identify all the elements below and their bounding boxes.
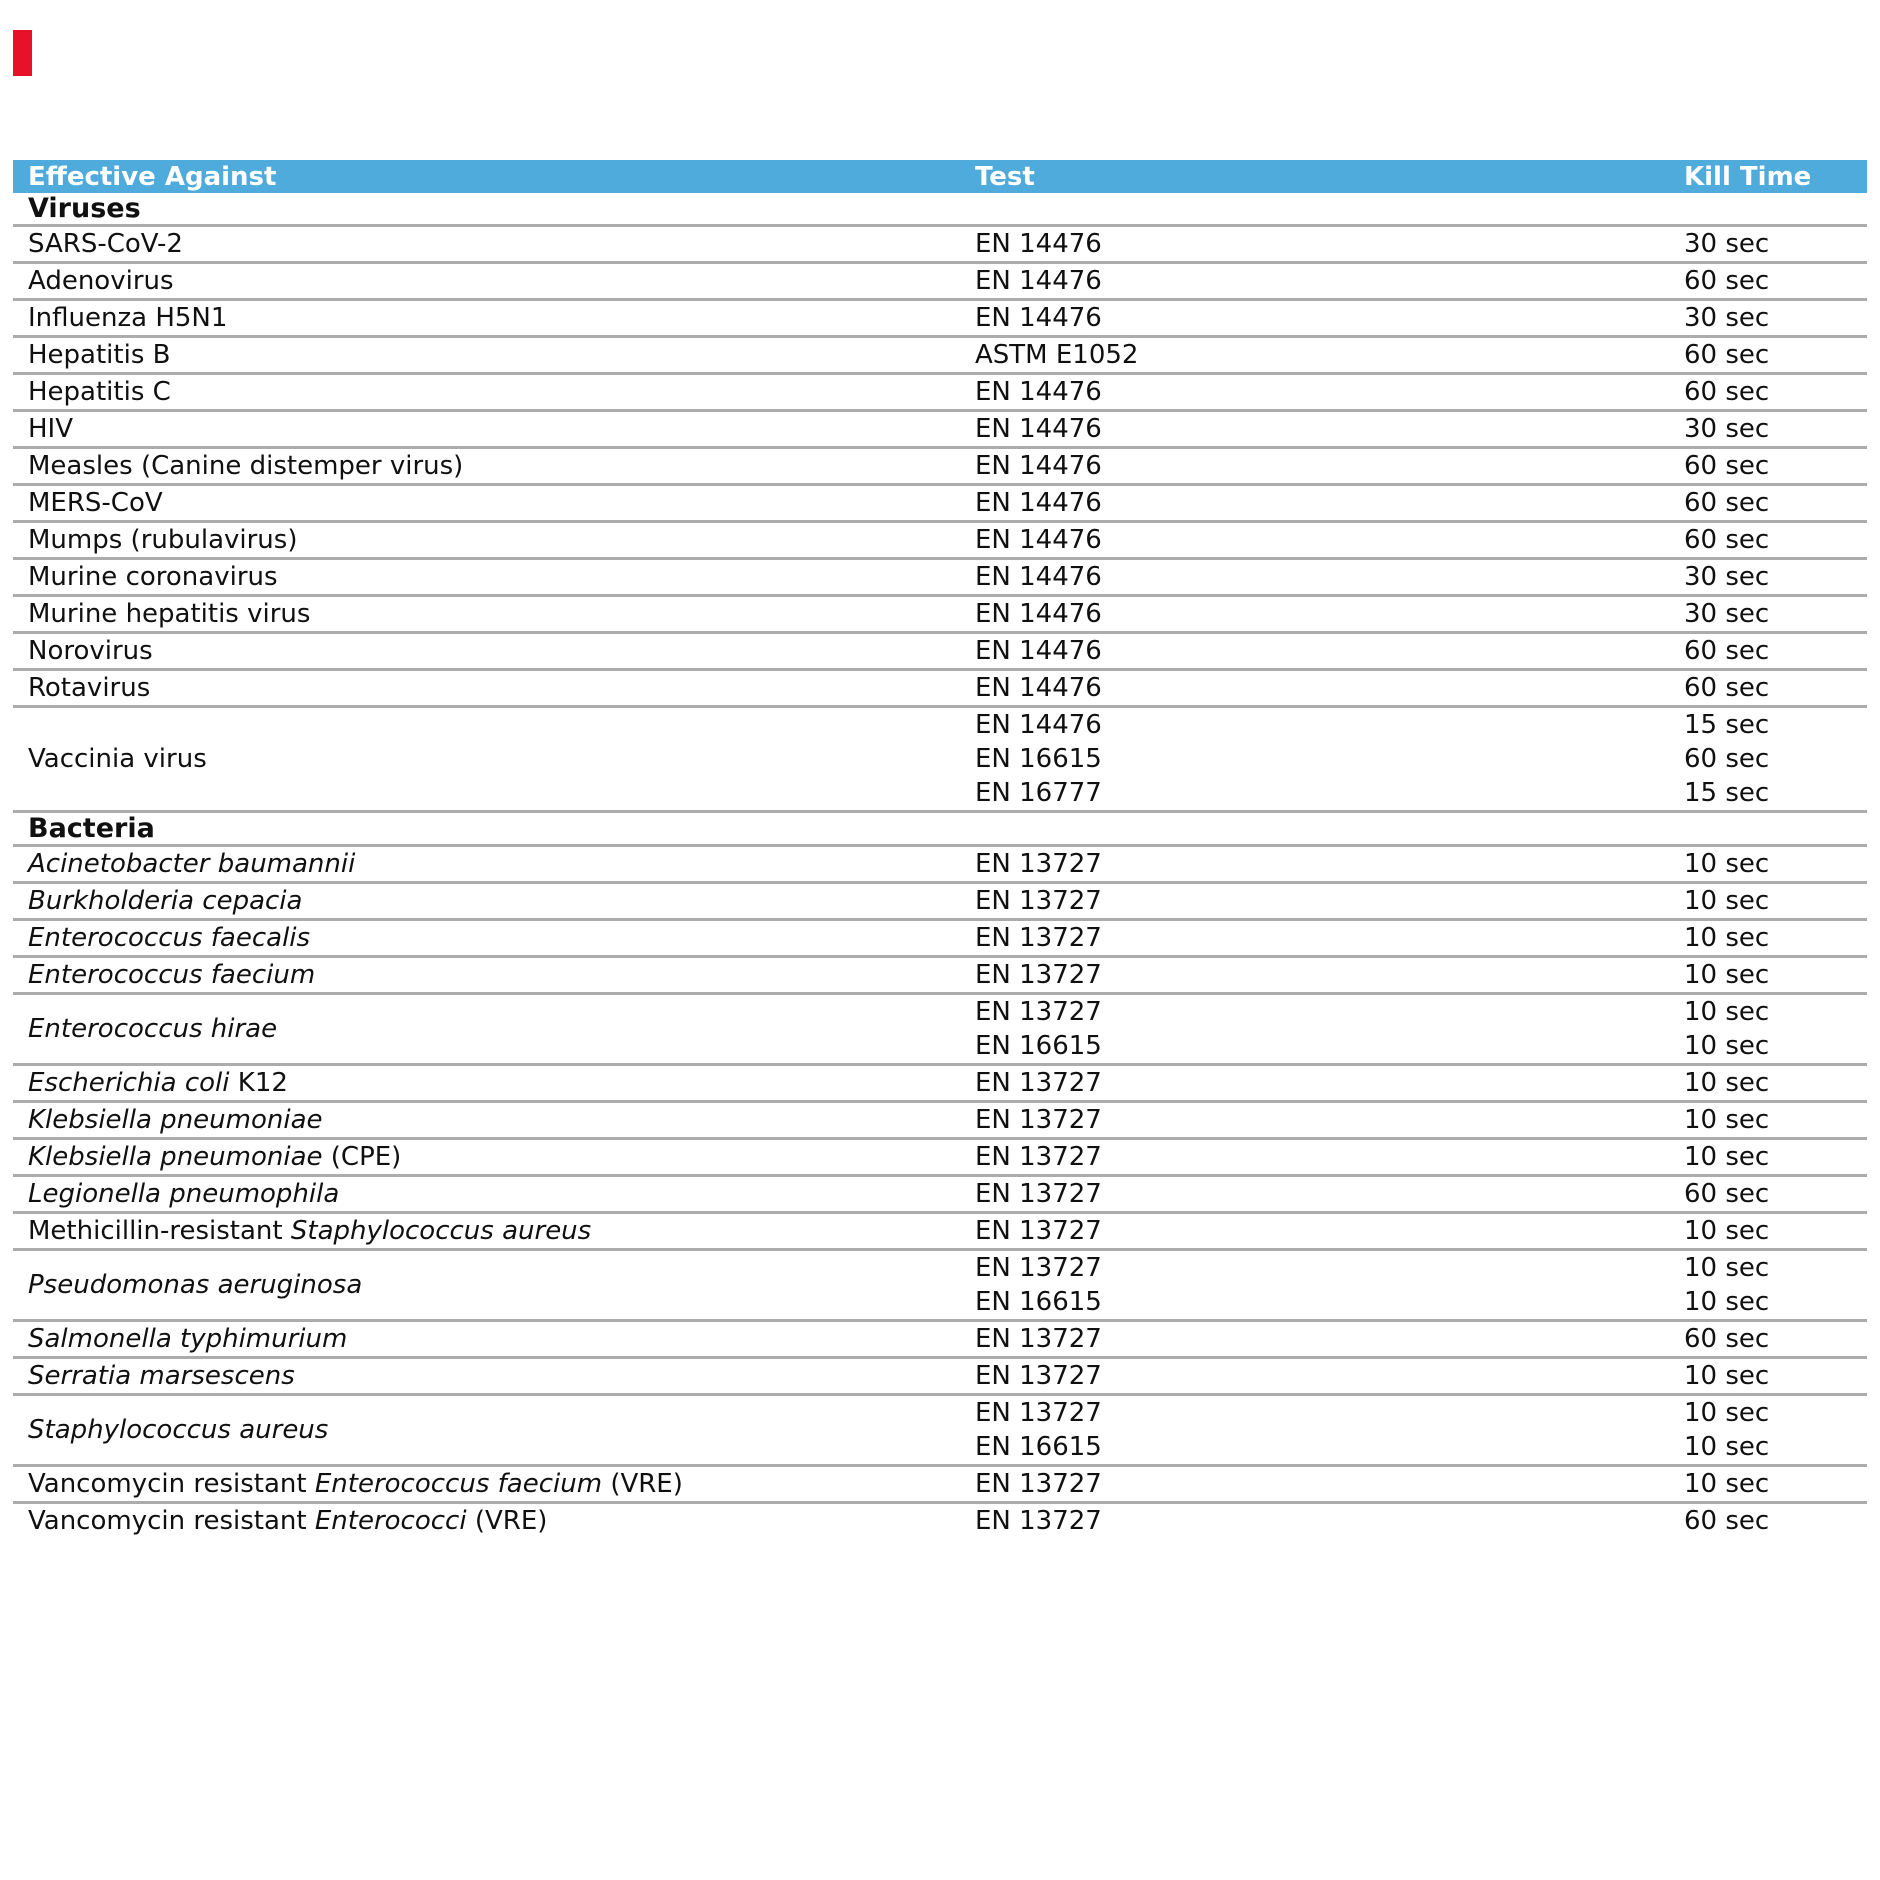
organism-name: [13, 921, 975, 955]
organism-name: [13, 1359, 975, 1393]
organism-name-segment: Murine coronavirus: [28, 561, 278, 592]
organism-name: [13, 449, 975, 483]
test-standard: EN 13727: [975, 1361, 1102, 1391]
test-time-row: [975, 742, 1867, 776]
organism-name: [13, 1504, 975, 1538]
table-header-row: [13, 160, 1867, 193]
table-row: [13, 1214, 1867, 1251]
organism-name: [13, 1322, 975, 1356]
organism-name: [13, 1140, 975, 1174]
test-time-row: [975, 523, 1867, 557]
table-row: [13, 634, 1867, 671]
organism-name: [13, 1251, 975, 1319]
test-time-row: [975, 1177, 1867, 1211]
table-body: [13, 193, 1867, 1538]
table-row: [13, 449, 1867, 486]
test-time-row: [975, 1285, 1867, 1319]
kill-time: 10 sec: [1684, 923, 1770, 953]
organism-name-italic-segment: Klebsiella pneumoniae: [28, 1141, 323, 1172]
test-time-row: [975, 847, 1867, 881]
kill-time: 10 sec: [1684, 849, 1770, 879]
test-time-group: [975, 884, 1867, 918]
test-time-row: [975, 375, 1867, 409]
organism-name-italic-segment: Pseudomonas aeruginosa: [28, 1269, 363, 1300]
test-time-row: [975, 1359, 1867, 1393]
section-header-viruses: Viruses: [13, 193, 1867, 227]
organism-name: [13, 597, 975, 631]
test-time-group: [975, 995, 1867, 1063]
test-time-row: [975, 597, 1867, 631]
kill-time: 60 sec: [1684, 636, 1770, 666]
section-header-bacteria: Bacteria: [13, 813, 1867, 847]
kill-time: 10 sec: [1684, 1469, 1770, 1499]
test-standard: EN 14476: [975, 377, 1102, 407]
test-time-row: [975, 708, 1867, 742]
table-row: [13, 486, 1867, 523]
kill-time: 10 sec: [1684, 1253, 1770, 1283]
red-marker: [13, 30, 32, 76]
test-time-group: [975, 227, 1867, 261]
organism-name-italic-segment: Burkholderia cepacia: [28, 885, 303, 916]
organism-name: [13, 301, 975, 335]
test-time-row: [975, 338, 1867, 372]
organism-name-segment: Measles (Canine distemper virus): [28, 450, 464, 481]
kill-time: 10 sec: [1684, 1216, 1770, 1246]
test-standard: EN 14476: [975, 562, 1102, 592]
kill-time: 10 sec: [1684, 1105, 1770, 1135]
test-time-group: [975, 1214, 1867, 1248]
organism-name: [13, 486, 975, 520]
test-time-group: [975, 847, 1867, 881]
test-time-group: [975, 1467, 1867, 1501]
organism-name: [13, 338, 975, 372]
kill-time: 60 sec: [1684, 673, 1770, 703]
test-time-group: [975, 1359, 1867, 1393]
test-time-row: [975, 1322, 1867, 1356]
test-time-row: [975, 227, 1867, 261]
table-row: [13, 847, 1867, 884]
test-standard: EN 14476: [975, 303, 1102, 333]
test-time-row: [975, 1467, 1867, 1501]
kill-time: 10 sec: [1684, 886, 1770, 916]
organism-name-segment: SARS-CoV-2: [28, 228, 183, 259]
column-header-test: Test: [975, 161, 1035, 192]
organism-name: [13, 1066, 975, 1100]
kill-time: 15 sec: [1684, 710, 1770, 740]
test-standard: EN 14476: [975, 636, 1102, 666]
kill-time: 60 sec: [1684, 744, 1770, 774]
table-row: [13, 523, 1867, 560]
organism-name-segment: Mumps (rubulavirus): [28, 524, 298, 555]
test-standard: EN 13727: [975, 960, 1102, 990]
test-time-group: [975, 523, 1867, 557]
test-time-group: [975, 486, 1867, 520]
table-row: [13, 1251, 1867, 1322]
organism-name-italic-segment: Salmonella typhimurium: [28, 1323, 348, 1354]
kill-time: 60 sec: [1684, 340, 1770, 370]
test-time-row: [975, 1504, 1867, 1538]
table-row: [13, 1504, 1867, 1538]
organism-name-segment: K12: [229, 1067, 288, 1098]
test-time-row: [975, 995, 1867, 1029]
test-standard: EN 13727: [975, 1398, 1102, 1428]
test-standard: EN 16777: [975, 778, 1102, 808]
test-standard: EN 13727: [975, 1105, 1102, 1135]
kill-time: 60 sec: [1684, 1324, 1770, 1354]
kill-time: 60 sec: [1684, 525, 1770, 555]
organism-name: [13, 995, 975, 1063]
organism-name-italic-segment: Enterococcus hirae: [28, 1013, 278, 1044]
kill-time: 10 sec: [1684, 1398, 1770, 1428]
test-standard: EN 13727: [975, 849, 1102, 879]
test-standard: EN 14476: [975, 451, 1102, 481]
test-time-row: [975, 1430, 1867, 1464]
test-time-group: [975, 1504, 1867, 1538]
test-standard: EN 14476: [975, 488, 1102, 518]
test-standard: EN 14476: [975, 266, 1102, 296]
kill-time: 30 sec: [1684, 303, 1770, 333]
test-time-row: [975, 1066, 1867, 1100]
test-time-row: [975, 560, 1867, 594]
test-time-group: [975, 1177, 1867, 1211]
test-standard: EN 13727: [975, 923, 1102, 953]
kill-time: 10 sec: [1684, 1432, 1770, 1462]
test-standard: ASTM E1052: [975, 340, 1139, 370]
test-standard: EN 14476: [975, 599, 1102, 629]
kill-time: 60 sec: [1684, 451, 1770, 481]
table-row: [13, 1066, 1867, 1103]
organism-name-italic-segment: Serratia marsescens: [28, 1360, 295, 1391]
table-row: [13, 375, 1867, 412]
organism-name: [13, 264, 975, 298]
table-row: [13, 264, 1867, 301]
organism-name: [13, 412, 975, 446]
test-time-group: [975, 1103, 1867, 1137]
column-header-effective-against: Effective Against: [28, 161, 277, 192]
test-time-row: [975, 921, 1867, 955]
table-row: [13, 1103, 1867, 1140]
test-standard: EN 13727: [975, 1253, 1102, 1283]
test-time-row: [975, 1029, 1867, 1063]
test-standard: EN 13727: [975, 886, 1102, 916]
organism-name-segment: Vancomycin resistant: [28, 1468, 315, 1499]
test-standard: EN 13727: [975, 1506, 1102, 1536]
organism-name: [13, 847, 975, 881]
test-standard: EN 14476: [975, 229, 1102, 259]
table-row: [13, 597, 1867, 634]
kill-time: 30 sec: [1684, 414, 1770, 444]
test-time-group: [975, 958, 1867, 992]
test-standard: EN 14476: [975, 414, 1102, 444]
table-row: [13, 708, 1867, 813]
test-standard: EN 14476: [975, 710, 1102, 740]
kill-time: 30 sec: [1684, 229, 1770, 259]
organism-name: [13, 227, 975, 261]
organism-name-segment: Vancomycin resistant: [28, 1505, 315, 1536]
table-row: [13, 1322, 1867, 1359]
test-standard: EN 13727: [975, 1068, 1102, 1098]
organism-name: [13, 1103, 975, 1137]
kill-time: 10 sec: [1684, 1361, 1770, 1391]
table-row: [13, 301, 1867, 338]
test-standard: EN 16615: [975, 744, 1102, 774]
test-time-group: [975, 634, 1867, 668]
organism-name-italic-segment: Acinetobacter baumannii: [28, 848, 356, 879]
organism-name-segment: (VRE): [602, 1468, 683, 1499]
organism-name: [13, 708, 975, 810]
test-time-group: [975, 1140, 1867, 1174]
test-standard: EN 14476: [975, 673, 1102, 703]
organism-name-italic-segment: Enterococcus faecium: [314, 1468, 603, 1499]
test-time-group: [975, 597, 1867, 631]
organism-name-italic-segment: Enterococci: [314, 1505, 467, 1536]
organism-name-segment: (CPE): [322, 1141, 402, 1172]
test-standard: EN 13727: [975, 1324, 1102, 1354]
test-time-group: [975, 412, 1867, 446]
test-time-group: [975, 264, 1867, 298]
kill-time: 10 sec: [1684, 1068, 1770, 1098]
organism-name: [13, 560, 975, 594]
test-time-row: [975, 449, 1867, 483]
organism-name-segment: MERS-CoV: [28, 487, 163, 518]
test-time-group: [975, 1066, 1867, 1100]
organism-name: [13, 1467, 975, 1501]
test-standard: EN 13727: [975, 997, 1102, 1027]
kill-time: 10 sec: [1684, 1031, 1770, 1061]
kill-time: 60 sec: [1684, 266, 1770, 296]
test-time-row: [975, 1214, 1867, 1248]
organism-name-segment: Influenza H5N1: [28, 302, 228, 333]
table-row: [13, 921, 1867, 958]
table-row: [13, 995, 1867, 1066]
organism-name-segment: HIV: [28, 413, 74, 444]
organism-name-italic-segment: Staphylococcus aureus: [290, 1215, 592, 1246]
test-time-row: [975, 412, 1867, 446]
column-header-kill-time: Kill Time: [1684, 161, 1812, 192]
organism-name: [13, 884, 975, 918]
kill-time: 30 sec: [1684, 599, 1770, 629]
organism-name-italic-segment: Enterococcus faecium: [28, 959, 316, 990]
test-time-group: [975, 301, 1867, 335]
kill-time: 10 sec: [1684, 1142, 1770, 1172]
kill-time: 15 sec: [1684, 778, 1770, 808]
test-time-row: [975, 671, 1867, 705]
organism-name-segment: Hepatitis B: [28, 339, 171, 370]
table-row: [13, 338, 1867, 375]
organism-name-segment: Adenovirus: [28, 265, 174, 296]
kill-time: 60 sec: [1684, 1506, 1770, 1536]
organism-name-segment: (VRE): [466, 1505, 548, 1536]
organism-name-segment: Murine hepatitis virus: [28, 598, 311, 629]
test-standard: EN 13727: [975, 1142, 1102, 1172]
organism-name: [13, 1396, 975, 1464]
test-time-row: [975, 1396, 1867, 1430]
test-standard: EN 16615: [975, 1432, 1102, 1462]
table-row: [13, 1177, 1867, 1214]
kill-time: 10 sec: [1684, 960, 1770, 990]
test-standard: EN 13727: [975, 1216, 1102, 1246]
test-time-row: [975, 1140, 1867, 1174]
organism-name: [13, 1214, 975, 1248]
organism-name-italic-segment: Staphylococcus aureus: [28, 1414, 329, 1445]
table-row: [13, 1467, 1867, 1504]
organism-name-segment: Methicillin-resistant: [28, 1215, 291, 1246]
test-time-group: [975, 560, 1867, 594]
test-time-row: [975, 634, 1867, 668]
organism-name-segment: Vaccinia virus: [28, 743, 207, 774]
organism-name: [13, 1177, 975, 1211]
organism-name-italic-segment: Escherichia coli: [28, 1067, 230, 1098]
test-time-group: [975, 671, 1867, 705]
test-time-row: [975, 486, 1867, 520]
test-standard: EN 14476: [975, 525, 1102, 555]
table-row: [13, 560, 1867, 597]
organism-name-italic-segment: Enterococcus faecalis: [28, 922, 311, 953]
table-row: [13, 227, 1867, 264]
organism-name-segment: Norovirus: [28, 635, 153, 666]
organism-name: [13, 375, 975, 409]
test-standard: EN 16615: [975, 1287, 1102, 1317]
organism-name: [13, 671, 975, 705]
kill-time: 60 sec: [1684, 488, 1770, 518]
kill-time: 60 sec: [1684, 377, 1770, 407]
test-time-group: [975, 1396, 1867, 1464]
test-time-group: [975, 1251, 1867, 1319]
table-row: [13, 1140, 1867, 1177]
table-row: [13, 671, 1867, 708]
test-standard: EN 13727: [975, 1179, 1102, 1209]
organism-name-segment: Hepatitis C: [28, 376, 171, 407]
test-time-row: [975, 301, 1867, 335]
test-time-group: [975, 375, 1867, 409]
table-row: [13, 1359, 1867, 1396]
table-row: [13, 1396, 1867, 1467]
table-row: [13, 412, 1867, 449]
test-time-row: [975, 958, 1867, 992]
kill-time: 10 sec: [1684, 1287, 1770, 1317]
organism-name-segment: Rotavirus: [28, 672, 151, 703]
test-time-row: [975, 884, 1867, 918]
organism-name-italic-segment: Klebsiella pneumoniae: [28, 1104, 323, 1135]
test-time-group: [975, 708, 1867, 810]
effectiveness-table: [13, 160, 1867, 1538]
organism-name-italic-segment: Legionella pneumophila: [28, 1178, 340, 1209]
test-standard: EN 13727: [975, 1469, 1102, 1499]
test-standard: EN 16615: [975, 1031, 1102, 1061]
test-time-group: [975, 1322, 1867, 1356]
organism-name: [13, 634, 975, 668]
test-time-row: [975, 1251, 1867, 1285]
test-time-row: [975, 264, 1867, 298]
test-time-group: [975, 338, 1867, 372]
table-row: [13, 958, 1867, 995]
test-time-row: [975, 776, 1867, 810]
test-time-row: [975, 1103, 1867, 1137]
kill-time: 30 sec: [1684, 562, 1770, 592]
organism-name: [13, 958, 975, 992]
kill-time: 60 sec: [1684, 1179, 1770, 1209]
test-time-group: [975, 449, 1867, 483]
table-row: [13, 884, 1867, 921]
test-time-group: [975, 921, 1867, 955]
kill-time: 10 sec: [1684, 997, 1770, 1027]
organism-name: [13, 523, 975, 557]
